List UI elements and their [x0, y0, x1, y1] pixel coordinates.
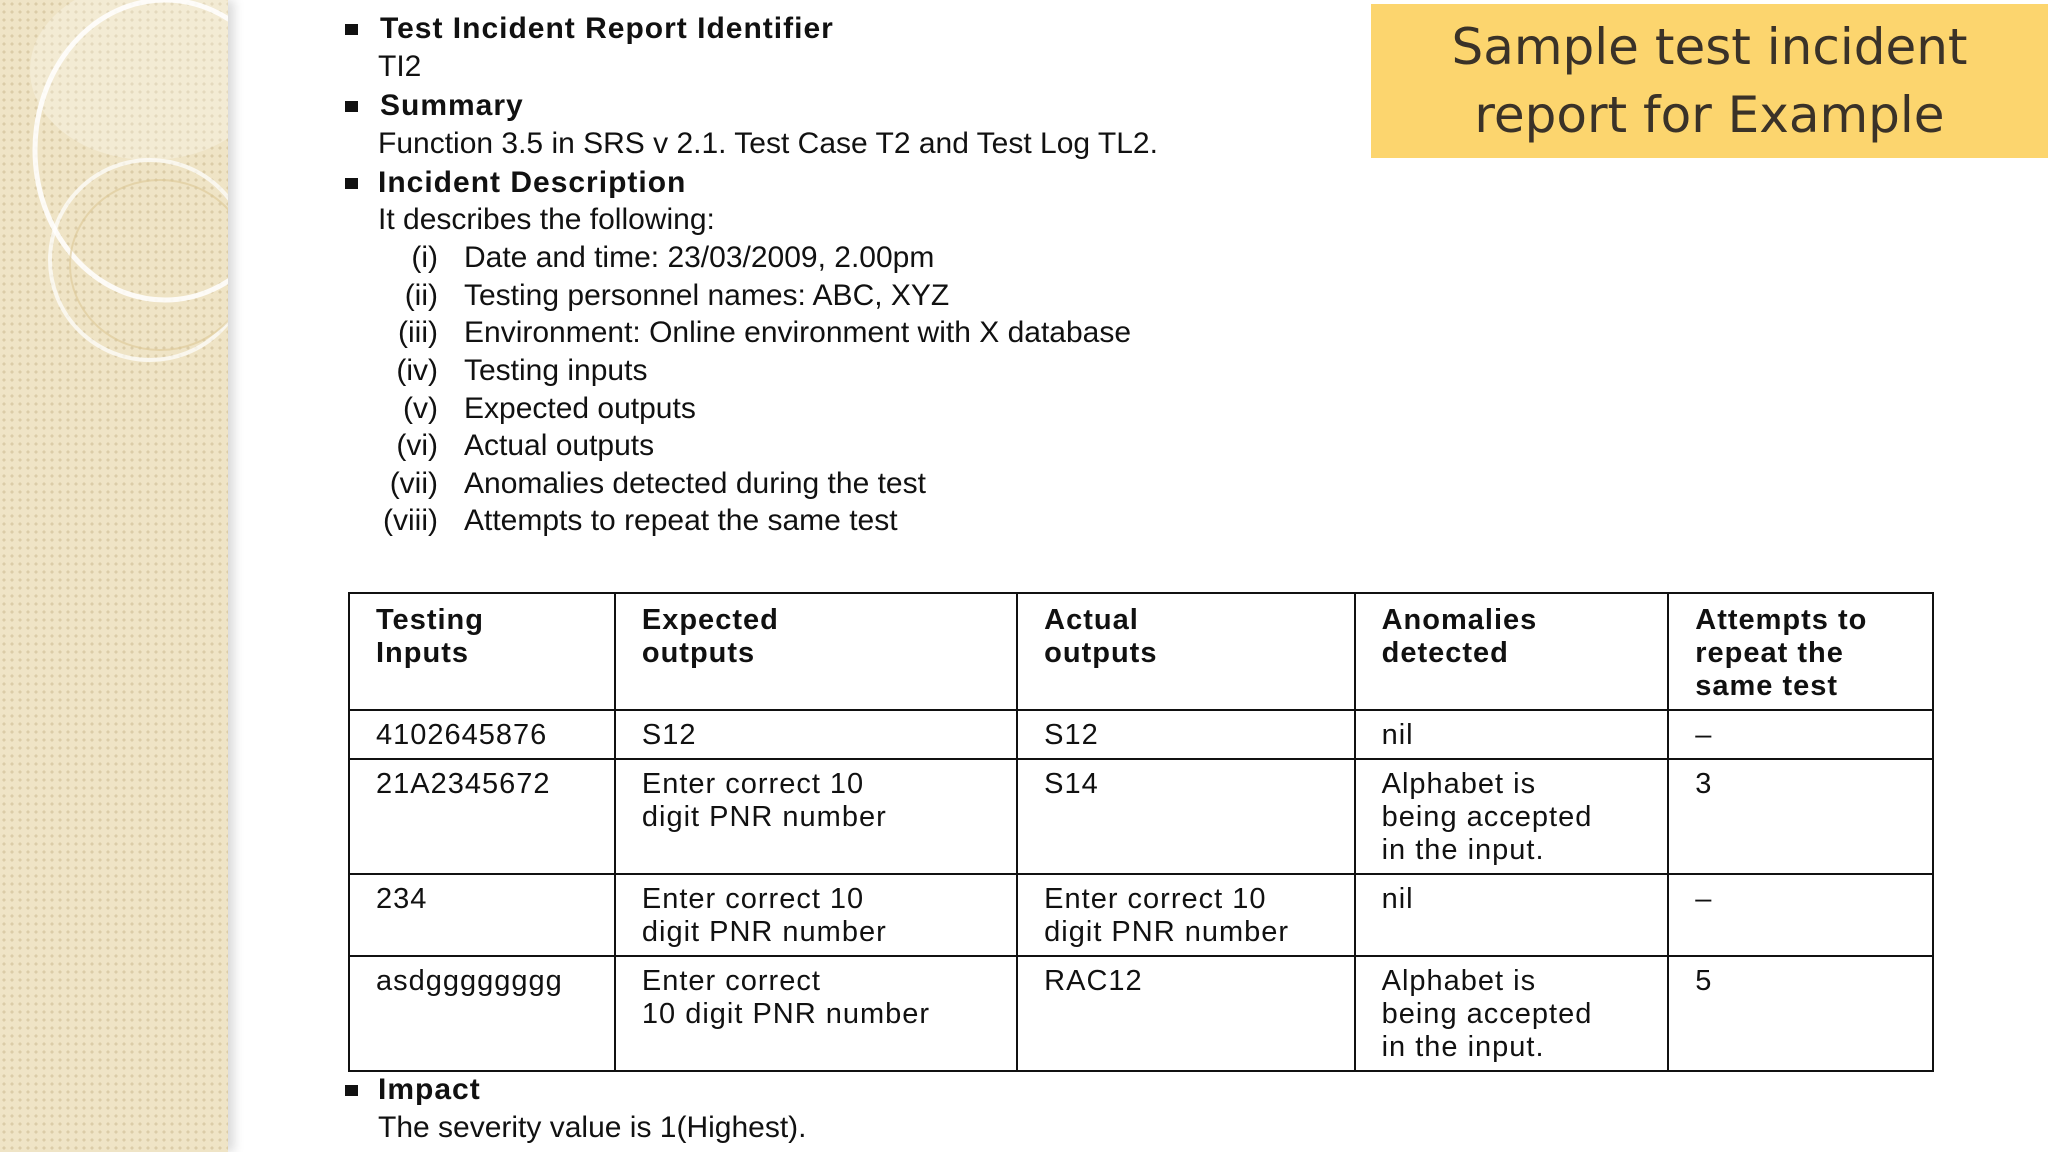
incident-table	[348, 592, 1934, 1072]
list-text: Anomalies detected during the test	[464, 467, 926, 500]
list-text: Attempts to repeat the same test	[464, 504, 898, 537]
table-cell: nil	[1355, 710, 1669, 759]
table-cell: 21A2345672	[349, 759, 615, 874]
list-text: Testing personnel names: ABC, XYZ	[464, 279, 950, 312]
list-number: (iv)	[396, 354, 438, 387]
column-header: Testing Inputs	[349, 593, 615, 710]
table-cell: S12	[615, 710, 1017, 759]
table-cell: Alphabet is being accepted in the input.	[1355, 759, 1669, 874]
table-cell: –	[1668, 874, 1933, 956]
bullet-icon	[345, 1085, 358, 1096]
table-cell: S12	[1017, 710, 1354, 759]
impact-heading: Impact	[378, 1073, 481, 1106]
list-number: (viii)	[383, 504, 438, 537]
table-row	[349, 956, 1933, 1071]
table-cell: 234	[349, 874, 615, 956]
table-row	[349, 710, 1933, 759]
identifier-heading: Test Incident Report Identifier	[380, 12, 834, 45]
list-number: (vi)	[396, 429, 438, 462]
bullet-icon	[345, 178, 358, 189]
decorative-sidebar	[0, 0, 228, 1152]
list-text: Environment: Online environment with X database	[464, 316, 1132, 349]
table-cell: nil	[1355, 874, 1669, 956]
list-number: (v)	[403, 392, 438, 425]
list-number: (i)	[411, 241, 438, 274]
list-text: Date and time: 23/03/2009, 2.00pm	[464, 241, 935, 274]
table-cell: 3	[1668, 759, 1933, 874]
title-box	[1371, 4, 2048, 158]
table-cell: Enter correct 10 digit PNR number	[615, 874, 1017, 956]
table-cell: asdgggggggg	[349, 956, 615, 1071]
column-header: Actual outputs	[1017, 593, 1354, 710]
table-cell: –	[1668, 710, 1933, 759]
table-cell: Alphabet is being accepted in the input.	[1355, 956, 1669, 1071]
identifier-value: TI2	[378, 50, 422, 83]
list-number: (vii)	[389, 467, 438, 500]
table-cell: 4102645876	[349, 710, 615, 759]
table-header-row	[349, 593, 1933, 710]
table-cell: 5	[1668, 956, 1933, 1071]
bullet-icon	[345, 101, 358, 112]
column-header: Expected outputs	[615, 593, 1017, 710]
table-cell: Enter correct 10 digit PNR number	[615, 759, 1017, 874]
description-intro: It describes the following:	[378, 203, 715, 236]
table-cell: RAC12	[1017, 956, 1354, 1071]
bullet-icon	[345, 24, 358, 35]
description-heading: Incident Description	[378, 166, 687, 199]
list-text: Testing inputs	[464, 354, 648, 387]
table-cell: Enter correct 10 digit PNR number	[1017, 874, 1354, 956]
table-row	[349, 874, 1933, 956]
impact-text: The severity value is 1(Highest).	[378, 1111, 807, 1144]
list-text: Expected outputs	[464, 392, 696, 425]
table-row	[349, 759, 1933, 874]
column-header: Anomalies detected	[1355, 593, 1669, 710]
slide-content	[228, 0, 2048, 1152]
table-cell: S14	[1017, 759, 1354, 874]
summary-heading: Summary	[380, 89, 524, 122]
summary-text: Function 3.5 in SRS v 2.1. Test Case T2 and Test Log TL2.	[378, 127, 1158, 160]
column-header: Attempts to repeat the same test	[1668, 593, 1933, 710]
decorative-rings-icon	[0, 0, 228, 1152]
list-number: (ii)	[404, 279, 438, 312]
list-number: (iii)	[398, 316, 438, 349]
table-cell: Enter correct 10 digit PNR number	[615, 956, 1017, 1071]
list-text: Actual outputs	[464, 429, 655, 462]
slide-title: Sample test incident report for Example	[1451, 18, 1968, 144]
